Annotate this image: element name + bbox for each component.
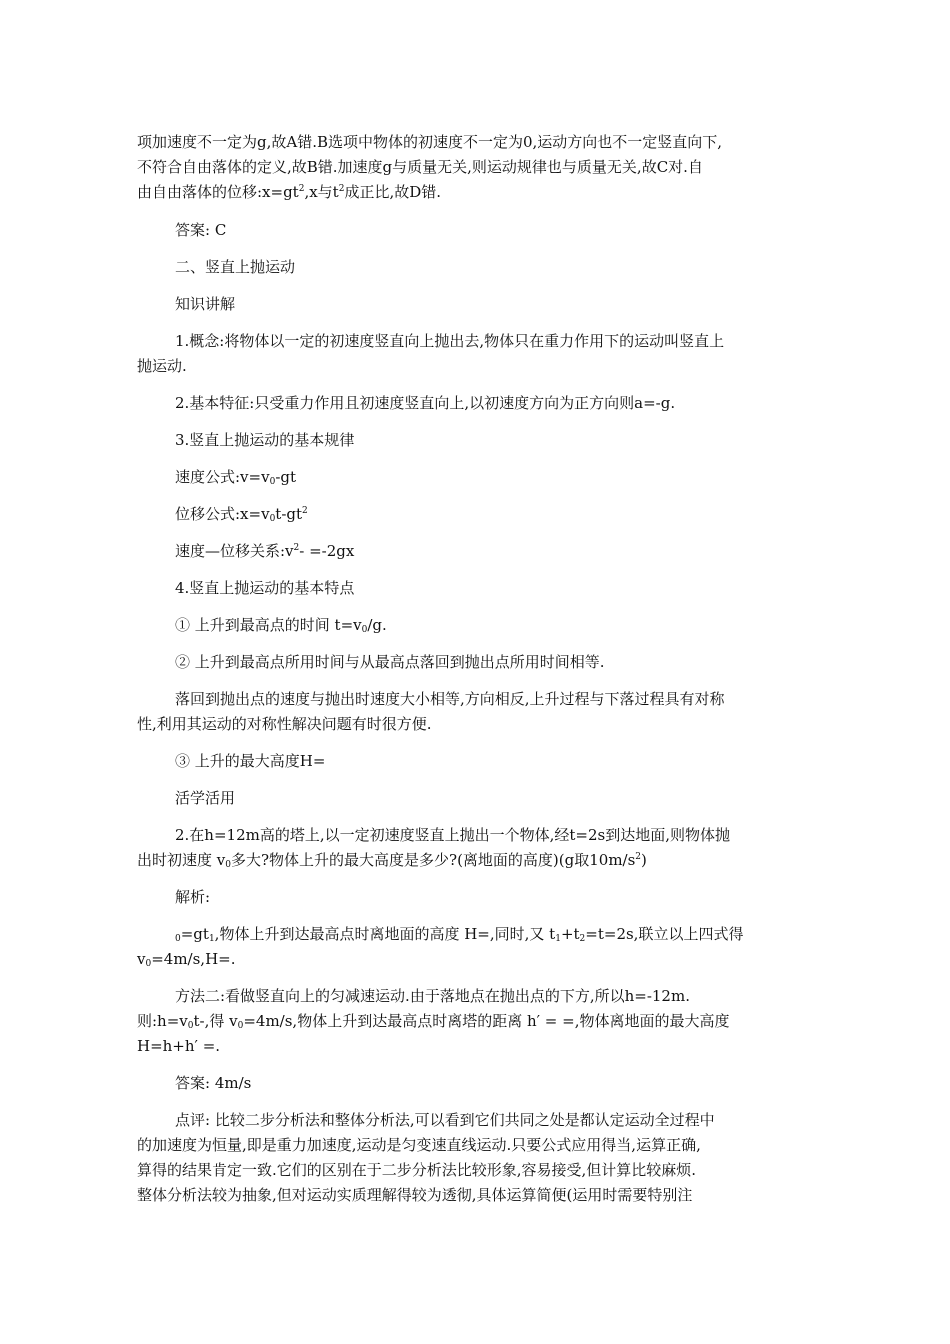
method-two-line: 方法二:看做竖直向上的匀减速运动.由于落地点在抛出点的下方,所以h=-12m. bbox=[175, 987, 690, 1005]
feature-2: ② 上升到最高点所用时间与从最高点落回到抛出点所用时间相等. bbox=[175, 653, 605, 671]
feature-3: ③ 上升的最大高度H= bbox=[175, 752, 326, 770]
solution-line: $_0=gt_1$,物体上升到达最高点时离地面的高度 H=,同时,又 $t_1+t_2=t=2s$,联立以上四式得 bbox=[175, 925, 744, 944]
paragraph-line: 由自由落体的位移$:x=gt^2,x$与$t^2$成正比,故D错. bbox=[137, 183, 442, 201]
solution-line: $v_0=4m/s,H=$. bbox=[137, 950, 236, 969]
velocity-formula: 速度公式$:v=v_0-gt$ bbox=[175, 468, 297, 487]
paragraph-line: 落回到抛出点的速度与抛出时速度大小相等,方向相反,上升过程与下落过程具有对称 bbox=[175, 690, 725, 708]
question-line: 2.在h=12m高的塔上,以一定初速度竖直上抛出一个物体,经t=2s到达地面,则物体抛 bbox=[175, 826, 730, 844]
comment-line: 的加速度为恒量,即是重力加速度,运动是匀变速直线运动.只要公式应用得当,运算正确, bbox=[137, 1136, 701, 1154]
paragraph-line: 2.基本特征:只受重力作用且初速度竖直向上,以初速度方向为正方向则a=-g. bbox=[175, 394, 676, 412]
subsection-heading: 活学活用 bbox=[175, 789, 236, 807]
paragraph-line: 抛运动. bbox=[137, 357, 187, 375]
paragraph-line: 3.竖直上抛运动的基本规律 bbox=[175, 431, 355, 449]
method-two-line: 则$:h=v_0t-$,得 $v_0=4m/s$,物体上升到达最高点时离塔的距离 h′ = =,物体离地面的最大高度 bbox=[137, 1012, 730, 1031]
method-two-line: H=h+h′ =. bbox=[137, 1037, 221, 1055]
answer-line: 答案: C bbox=[175, 221, 227, 239]
paragraph-line: 4.竖直上抛运动的基本特点 bbox=[175, 579, 355, 597]
section-heading: 二、竖直上抛运动 bbox=[175, 258, 296, 276]
paragraph-line: 性,利用其运动的对称性解决问题有时很方便. bbox=[137, 715, 432, 733]
comment-line: 整体分析法较为抽象,但对运动实质理解得较为透彻,具体运算简便(运用时需要特别注 bbox=[137, 1186, 693, 1204]
velocity-displacement-formula: 速度—位移关系$:v^2- =-2gx$ bbox=[175, 542, 355, 560]
paragraph-line: 1.概念:将物体以一定的初速度竖直向上抛出去,物体只在重力作用下的运动叫竖直上 bbox=[175, 332, 725, 350]
displacement-formula: 位移公式$:x=v_0t-gt^2$ bbox=[175, 505, 308, 524]
feature-1: ① 上升到最高点的时间 $t=v_0/g$. bbox=[175, 616, 387, 635]
paragraph-line: 不符合自由落体的定义,故B错.加速度g与质量无关,则运动规律也与质量无关,故C对.自 bbox=[137, 158, 703, 176]
comment-line: 算得的结果肯定一致.它们的区别在于二步分析法比较形象,容易接受,但计算比较麻烦. bbox=[137, 1161, 697, 1179]
comment-line: 点评: 比较二步分析法和整体分析法,可以看到它们共同之处是都认定运动全过程中 bbox=[175, 1111, 715, 1129]
solution-label: 解析: bbox=[175, 888, 211, 906]
paragraph-line: 项加速度不一定为g,故A错.B选项中物体的初速度不一定为0,运动方向也不一定竖直向下, bbox=[137, 133, 723, 151]
question-line: 出时初速度 $v_0$多大?物体上升的最大高度是多少?(离地面的高度)(g取$10m/s^2$) bbox=[137, 851, 647, 870]
answer-line: 答案: 4m/s bbox=[175, 1074, 252, 1092]
subsection-heading: 知识讲解 bbox=[175, 295, 236, 313]
